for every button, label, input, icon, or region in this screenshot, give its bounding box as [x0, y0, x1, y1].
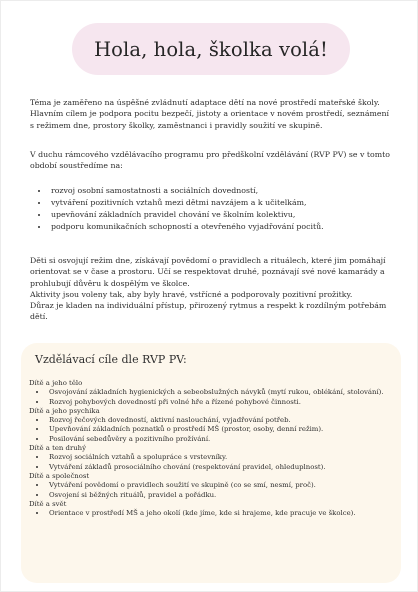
area-item: • Osvojení si běžných rituálů, pravidel a pořádku. — [47, 491, 395, 500]
approach-line: Aktivity jsou voleny tak, aby byly hravé, vstřícné a podporovaly pozitivní prožitky. — [30, 289, 353, 299]
approach-line: Děti si osvojují režim dne, získávají povědomí o pravidlech a rituálech, které jim pomáhají orientovat se v čase a prostoru. Učí se respektovat druhé, poznávají své nové kamarády a prohlubují důvěru k dospělým ve školce. — [30, 256, 386, 288]
goal-item: • podporu komunikačních schopností a otevřeného vyjadřování pocitů. — [49, 221, 409, 233]
goal-item: • upevňování základních pravidel chování ve školním kolektivu, — [49, 209, 409, 221]
area-list — [29, 481, 395, 500]
area-item: • Upevňování základních poznatků o prostředí MŠ (prostor, osoby, denní režim). — [47, 425, 395, 434]
area-list — [29, 416, 395, 444]
title-banner — [72, 23, 350, 75]
area-item: • Vytváření povědomí o pravidlech soužití ve skupině (co se smí, nesmí, proč). — [47, 481, 395, 490]
goal-areas — [29, 379, 395, 518]
area-item: • Vytváření základů prosociálního chování (respektování pravidel, ohleduplnost). — [47, 463, 395, 472]
goal-item: • rozvoj osobní samostatnosti a sociálních dovedností, — [49, 185, 409, 197]
goals-list — [33, 185, 409, 233]
area-list — [29, 509, 395, 518]
area-item: • Osvojování základních hygienických a sebeobslužných návyků (mytí rukou, oblékání, stolování). — [47, 388, 395, 397]
area-item: • Posilování sebedůvěry a pozitivního prožívání. — [47, 435, 395, 444]
area-item: • Rozvoj sociálních vztahů a spolupráce s vrstevníky. — [47, 453, 395, 462]
card-heading: Vzdělávací cíle dle RVP PV: — [35, 353, 187, 366]
area-heading: Dítě a svět — [29, 499, 67, 508]
area-item: • Orientace v prostředí MŠ a jeho okolí (kde jíme, kde si hrajeme, kde pracuje ve školce). — [47, 509, 395, 518]
intro-paragraph — [30, 97, 395, 131]
area-heading: Dítě a ten druhý — [29, 444, 87, 453]
page-title: Hola, hola, školka volá! — [94, 37, 328, 61]
intro-text: Téma je zaměřeno na úspěšné zvládnutí adaptace dětí na nové prostředí mateřské školy. Hlavním cílem je podpora pocitu bezpečí, jistoty a orientace v novém prostředí, seznámení s režimem dne, prostory školky, zaměstnanci i pravidly soužití ve skupině. — [30, 98, 390, 130]
approach-line: Důraz je kladen na individuální přístup, přirozený rytmus a respekt k rozdílným potřebám dětí. — [30, 301, 387, 322]
area-item: • Rozvoj řečových dovedností, aktivní naslouchání, vyjadřování potřeb. — [47, 416, 395, 425]
area-list — [29, 453, 395, 472]
approach-paragraph — [30, 255, 395, 323]
area-heading: Dítě a společnost — [29, 471, 90, 480]
framework-text: V duchu rámcového vzdělávacího programu pro předškolní vzdělávání (RVP PV) se v tomto období soustředíme na: — [30, 150, 390, 171]
area-list — [29, 388, 395, 407]
area-heading: Dítě a jeho psychika — [29, 406, 100, 415]
goal-item: • vytváření pozitivních vztahů mezi dětmi navzájem a k učitelkám, — [49, 197, 409, 209]
area-item: • Rozvoj pohybových dovedností při volné hře a řízené pohybové činnosti. — [47, 398, 395, 407]
area-heading: Dítě a jeho tělo — [29, 379, 83, 387]
framework-paragraph — [30, 149, 395, 172]
education-goals-card — [21, 343, 401, 583]
